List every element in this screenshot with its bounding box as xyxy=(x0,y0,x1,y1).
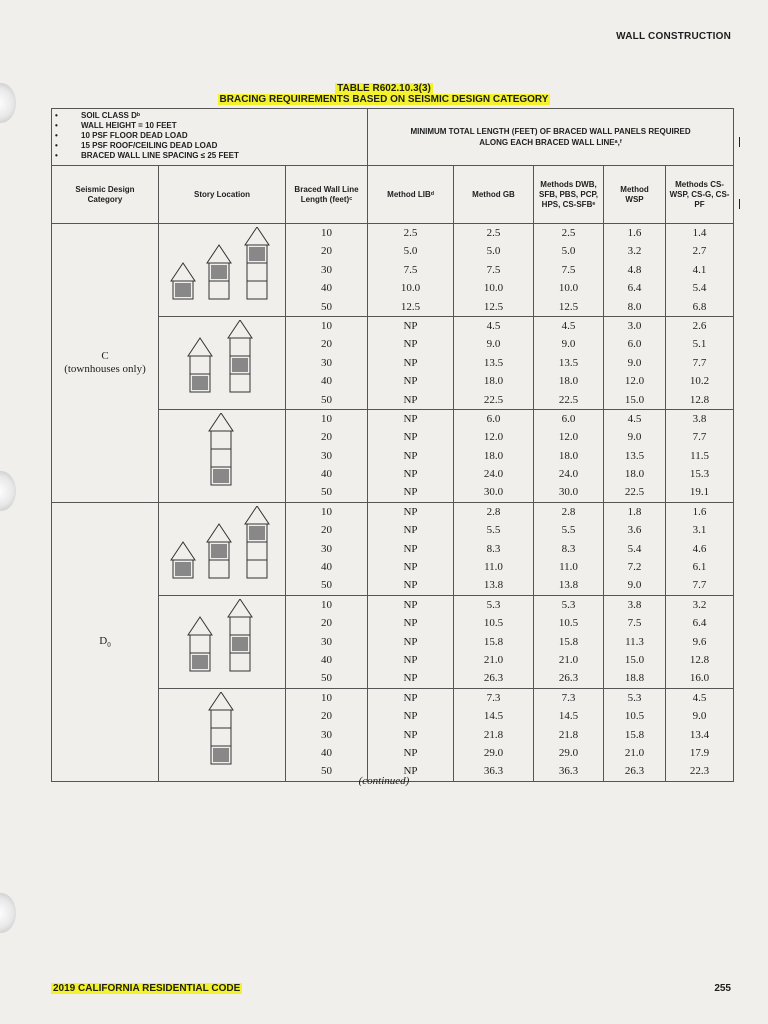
table-cell: NP xyxy=(403,319,418,332)
table-cell: 2.5 xyxy=(561,227,576,239)
table-cell: 5.4 xyxy=(692,282,707,295)
table-cell: 9.0 xyxy=(627,579,642,592)
table-cell: 15.3 xyxy=(689,468,710,481)
table-cell: 10.5 xyxy=(624,710,645,723)
table-cell: NP xyxy=(403,653,418,666)
table-cell: 15.0 xyxy=(624,393,645,406)
col-cs xyxy=(666,502,734,595)
table-cell: 9.6 xyxy=(692,635,707,648)
table-cell: 9.0 xyxy=(486,338,501,351)
table-cell: 4.1 xyxy=(692,263,707,276)
table-cell: 4.8 xyxy=(627,263,642,276)
table-cell: 2.8 xyxy=(561,505,576,518)
col-cs xyxy=(666,224,734,317)
table-cell: 29.0 xyxy=(558,746,579,759)
table-cell: 3.2 xyxy=(692,598,707,611)
col-gb xyxy=(454,316,534,409)
table-cell: 18.0 xyxy=(558,375,579,388)
table-cell: 5.1 xyxy=(692,338,707,351)
table-cell: 8.3 xyxy=(561,542,576,555)
table-cell: 2.5 xyxy=(403,227,418,239)
table-cell: 2.7 xyxy=(692,245,707,258)
category-note: (townhouses only) xyxy=(64,362,146,375)
table-cell: NP xyxy=(403,431,418,444)
table-cell: 1.4 xyxy=(692,227,707,239)
col-gb xyxy=(454,224,534,317)
col-lib xyxy=(368,316,454,409)
table-cell: 15.8 xyxy=(558,635,579,648)
table-cell: 4.5 xyxy=(486,319,501,332)
table-cell: 9.0 xyxy=(627,431,642,444)
col-dwb xyxy=(534,595,604,688)
col-header-gb: Method GB xyxy=(454,166,534,224)
table-cell: 3.8 xyxy=(692,412,707,425)
table-cell: 8.3 xyxy=(486,542,501,555)
table-cell: NP xyxy=(403,672,418,685)
table-cell: 13.5 xyxy=(558,356,579,369)
col-header-story: Story Location xyxy=(159,166,286,224)
col-dwb xyxy=(534,409,604,502)
table-cell: 10 xyxy=(321,319,332,332)
table-cell: 1.6 xyxy=(692,505,707,518)
table-cell: 10.5 xyxy=(558,617,579,630)
table-cell: 3.6 xyxy=(627,524,642,537)
col-cs xyxy=(666,316,734,409)
table-cell: 10 xyxy=(321,598,332,611)
story-location xyxy=(159,409,286,502)
table-cell: 12.8 xyxy=(689,653,710,666)
table-cell: 26.3 xyxy=(624,765,645,778)
table-cell: 22.5 xyxy=(483,393,504,406)
table-cell: 21.0 xyxy=(558,653,579,666)
table-cell: 50 xyxy=(321,672,332,685)
table-cell: 12.5 xyxy=(483,300,504,313)
col-lengths xyxy=(286,409,368,502)
story-diagram xyxy=(159,227,285,307)
table-cell: 12.0 xyxy=(483,431,504,444)
table-cell: NP xyxy=(403,356,418,369)
page-number: 255 xyxy=(714,983,731,994)
table-cell: 20 xyxy=(321,338,332,351)
binder-hole xyxy=(0,471,16,511)
story-location xyxy=(159,224,286,317)
table-cell: 7.3 xyxy=(486,691,501,704)
table-cell: 3.0 xyxy=(627,319,642,332)
col-wsp xyxy=(604,595,666,688)
table-cell: 30 xyxy=(321,356,332,369)
table-cell: 10.0 xyxy=(483,282,504,295)
table-cell: 36.3 xyxy=(483,765,504,778)
table-cell: 10.0 xyxy=(558,282,579,295)
col-lengths xyxy=(286,224,368,317)
col-header-lib: Method LIBᵈ xyxy=(368,166,454,224)
table-cell: 15.8 xyxy=(624,728,645,741)
story-diagram xyxy=(159,599,285,679)
table-cell: 20 xyxy=(321,710,332,723)
table-cell: NP xyxy=(403,579,418,592)
table-cell: 5.3 xyxy=(561,598,576,611)
table-cell: 5.5 xyxy=(486,524,501,537)
table-cell: 14.5 xyxy=(558,710,579,723)
table-cell: 3.2 xyxy=(627,245,642,258)
col-wsp xyxy=(604,224,666,317)
table-cell: 5.0 xyxy=(403,245,418,258)
note-line: • 15 PSF ROOF/CEILING DEAD LOAD xyxy=(55,141,218,150)
table-cell: 11.0 xyxy=(559,561,578,574)
table-cell: 5.3 xyxy=(627,691,642,704)
table-cell: 4.5 xyxy=(627,412,642,425)
table-cell: 30.0 xyxy=(483,486,504,499)
table-body xyxy=(52,224,734,782)
table-cell: 6.0 xyxy=(486,412,501,425)
table-cell: NP xyxy=(403,561,418,574)
col-wsp xyxy=(604,502,666,595)
table-cell: 6.8 xyxy=(692,300,707,313)
note-line: • SOIL CLASS Dᵇ xyxy=(55,111,140,120)
table-cell: 36.3 xyxy=(558,765,579,778)
table-cell: 30 xyxy=(321,263,332,276)
table-cell: 7.3 xyxy=(561,691,576,704)
table-cell: 4.6 xyxy=(692,542,707,555)
table-cell: 50 xyxy=(321,486,332,499)
table-cell: NP xyxy=(403,486,418,499)
col-cs xyxy=(666,688,734,781)
seismic-category xyxy=(52,224,159,503)
table-cell: 21.0 xyxy=(483,653,504,666)
col-lib xyxy=(368,224,454,317)
col-cs xyxy=(666,595,734,688)
table-cell: 8.0 xyxy=(627,300,642,313)
table-cell: 18.0 xyxy=(558,449,579,462)
col-gb xyxy=(454,409,534,502)
change-bar xyxy=(739,199,740,209)
table-cell: 40 xyxy=(321,375,332,388)
col-cs xyxy=(666,409,734,502)
table-cell: 18.0 xyxy=(483,375,504,388)
table-cell: NP xyxy=(403,505,418,518)
table-cell: 22.5 xyxy=(624,486,645,499)
table-cell: 2.6 xyxy=(692,319,707,332)
table-cell: 11.0 xyxy=(484,561,503,574)
table-cell: 6.4 xyxy=(692,617,707,630)
story-location xyxy=(159,688,286,781)
table-cell: 7.5 xyxy=(403,263,418,276)
table-cell: 2.8 xyxy=(486,505,501,518)
table-cell: 30.0 xyxy=(558,486,579,499)
table-cell: 10.2 xyxy=(689,375,710,388)
table-cell: 12.5 xyxy=(558,300,579,313)
table-cell: 15.0 xyxy=(624,653,645,666)
table-cell: 13.8 xyxy=(483,579,504,592)
table-cell: 20 xyxy=(321,524,332,537)
table-cell: 6.4 xyxy=(627,282,642,295)
min-length-header: MINIMUM TOTAL LENGTH (FEET) OF BRACED WALL PANELS REQUIRED ALONG EACH BRACED WALL LINEᵃ,ᶠ xyxy=(368,109,734,166)
col-header-dwb: Methods DWB, SFB, PBS, PCP, HPS, CS-SFBᵉ xyxy=(534,166,604,224)
category-label: C xyxy=(101,349,109,362)
table-title: BRACING REQUIREMENTS BASED ON SEISMIC DESIGN CATEGORY xyxy=(219,94,549,105)
table-cell: 7.7 xyxy=(692,431,707,444)
table-cell: NP xyxy=(403,449,418,462)
table-cell: NP xyxy=(403,468,418,481)
col-gb xyxy=(454,595,534,688)
table-cell: 19.1 xyxy=(689,486,710,499)
table-cell: 7.5 xyxy=(486,263,501,276)
table-cell: 11.3 xyxy=(625,635,644,648)
table-cell: 50 xyxy=(321,393,332,406)
table-notes xyxy=(52,109,368,166)
table-cell: 11.5 xyxy=(690,449,709,462)
table-cell: 10 xyxy=(321,691,332,704)
table-cell: 10 xyxy=(321,505,332,518)
table-cell: 10 xyxy=(321,227,332,239)
table-cell: NP xyxy=(403,412,418,425)
col-header-wsp: Method WSP xyxy=(604,166,666,224)
table-cell: 21.8 xyxy=(558,728,579,741)
col-lengths xyxy=(286,316,368,409)
table-cell: 4.5 xyxy=(692,691,707,704)
table-cell: 13.8 xyxy=(558,579,579,592)
col-lib xyxy=(368,595,454,688)
col-gb xyxy=(454,502,534,595)
story-diagram xyxy=(159,506,285,586)
table-cell: 24.0 xyxy=(483,468,504,481)
col-wsp xyxy=(604,688,666,781)
table-cell: 10.0 xyxy=(400,282,421,295)
table-cell: 6.0 xyxy=(627,338,642,351)
table-cell: 7.7 xyxy=(692,356,707,369)
table-cell: 13.5 xyxy=(624,449,645,462)
table-number: TABLE R602.10.3(3) xyxy=(337,83,431,94)
footer-code: 2019 CALIFORNIA RESIDENTIAL CODE xyxy=(53,983,241,994)
note-line: • BRACED WALL LINE SPACING ≤ 25 FEET xyxy=(55,151,239,160)
table-cell: 12.5 xyxy=(400,300,421,313)
table-cell: 9.0 xyxy=(692,710,707,723)
col-dwb xyxy=(534,224,604,317)
table-cell: 26.3 xyxy=(483,672,504,685)
col-lib xyxy=(368,409,454,502)
table-cell: 4.5 xyxy=(561,319,576,332)
col-wsp xyxy=(604,316,666,409)
story-diagram xyxy=(159,413,285,493)
table-cell: 30 xyxy=(321,635,332,648)
table-cell: 40 xyxy=(321,653,332,666)
category-label: $D_0$ xyxy=(99,635,111,650)
table-cell: 22.3 xyxy=(689,765,710,778)
note-line: • 10 PSF FLOOR DEAD LOAD xyxy=(55,131,188,140)
table-cell: 3.8 xyxy=(627,598,642,611)
col-lib xyxy=(368,502,454,595)
table-cell: 22.5 xyxy=(558,393,579,406)
col-header-cs: Methods CS-WSP, CS-G, CS-PF xyxy=(666,166,734,224)
table-cell: 50 xyxy=(321,300,332,313)
running-header: WALL CONSTRUCTION xyxy=(616,31,731,42)
table-block-row xyxy=(52,224,734,317)
table-cell: 29.0 xyxy=(483,746,504,759)
table-cell: 40 xyxy=(321,561,332,574)
table-cell: 1.8 xyxy=(627,505,642,518)
table-cell: NP xyxy=(403,746,418,759)
table-cell: 21.0 xyxy=(624,746,645,759)
table-cell: 17.9 xyxy=(689,746,710,759)
table-cell: NP xyxy=(403,524,418,537)
table-cell: NP xyxy=(403,617,418,630)
table-cell: 18.8 xyxy=(624,672,645,685)
table-cell: 24.0 xyxy=(558,468,579,481)
story-diagram xyxy=(159,692,285,772)
table-cell: 18.0 xyxy=(624,468,645,481)
table-cell: 15.8 xyxy=(483,635,504,648)
table-cell: 9.0 xyxy=(627,356,642,369)
table-cell: 1.6 xyxy=(627,227,642,239)
table-cell: 30 xyxy=(321,728,332,741)
table-cell: NP xyxy=(403,393,418,406)
table-cell: 7.5 xyxy=(627,617,642,630)
table-cell: 20 xyxy=(321,245,332,258)
col-dwb xyxy=(534,316,604,409)
table-cell: 5.5 xyxy=(561,524,576,537)
table-cell: 30 xyxy=(321,542,332,555)
table-cell: NP xyxy=(403,765,418,778)
table-cell: 5.0 xyxy=(561,245,576,258)
table-cell: 12.0 xyxy=(558,431,579,444)
table-cell: 6.1 xyxy=(692,561,707,574)
col-lengths xyxy=(286,688,368,781)
bracing-table xyxy=(51,108,734,782)
story-location xyxy=(159,316,286,409)
table-cell: 13.5 xyxy=(483,356,504,369)
story-location xyxy=(159,502,286,595)
seismic-category xyxy=(52,502,159,781)
table-cell: NP xyxy=(403,598,418,611)
table-cell: NP xyxy=(403,728,418,741)
table-cell: 50 xyxy=(321,765,332,778)
table-cell: NP xyxy=(403,635,418,648)
table-cell: 6.0 xyxy=(561,412,576,425)
table-cell: 12.8 xyxy=(689,393,710,406)
table-cell: NP xyxy=(403,542,418,555)
table-block-row xyxy=(52,502,734,595)
table-cell: NP xyxy=(403,691,418,704)
table-cell: 26.3 xyxy=(558,672,579,685)
binder-hole xyxy=(0,893,16,933)
col-header-category: Seismic Design Category xyxy=(52,166,159,224)
table-cell: 7.7 xyxy=(692,579,707,592)
col-lengths xyxy=(286,595,368,688)
table-cell: 5.3 xyxy=(486,598,501,611)
table-cell: 7.5 xyxy=(561,263,576,276)
story-diagram xyxy=(159,320,285,400)
table-cell: 40 xyxy=(321,746,332,759)
table-cell: 20 xyxy=(321,617,332,630)
col-dwb xyxy=(534,502,604,595)
col-wsp xyxy=(604,409,666,502)
table-cell: 50 xyxy=(321,579,332,592)
table-cell: 18.0 xyxy=(483,449,504,462)
table-cell: 2.5 xyxy=(486,227,501,239)
change-bar xyxy=(739,137,740,147)
table-cell: 10.5 xyxy=(483,617,504,630)
table-cell: 10 xyxy=(321,412,332,425)
table-cell: 40 xyxy=(321,468,332,481)
table-cell: 40 xyxy=(321,282,332,295)
table-cell: 7.2 xyxy=(627,561,642,574)
table-cell: 12.0 xyxy=(624,375,645,388)
table-cell: NP xyxy=(403,375,418,388)
table-cell: 5.4 xyxy=(627,542,642,555)
col-lengths xyxy=(286,502,368,595)
table-cell: 14.5 xyxy=(483,710,504,723)
table-cell: 5.0 xyxy=(486,245,501,258)
story-location xyxy=(159,595,286,688)
table-cell: NP xyxy=(403,338,418,351)
table-cell: 16.0 xyxy=(689,672,710,685)
table-cell: 30 xyxy=(321,449,332,462)
col-dwb xyxy=(534,688,604,781)
table-cell: 20 xyxy=(321,431,332,444)
col-header-length: Braced Wall Line Length (feet)ᶜ xyxy=(286,166,368,224)
col-gb xyxy=(454,688,534,781)
note-line: • WALL HEIGHT = 10 FEET xyxy=(55,121,177,130)
table-cell: 9.0 xyxy=(561,338,576,351)
table-cell: 3.1 xyxy=(692,524,707,537)
col-lib xyxy=(368,688,454,781)
table-cell: 21.8 xyxy=(483,728,504,741)
continued-note: (continued) xyxy=(358,775,410,787)
table-cell: 13.4 xyxy=(689,728,710,741)
table-cell: NP xyxy=(403,710,418,723)
